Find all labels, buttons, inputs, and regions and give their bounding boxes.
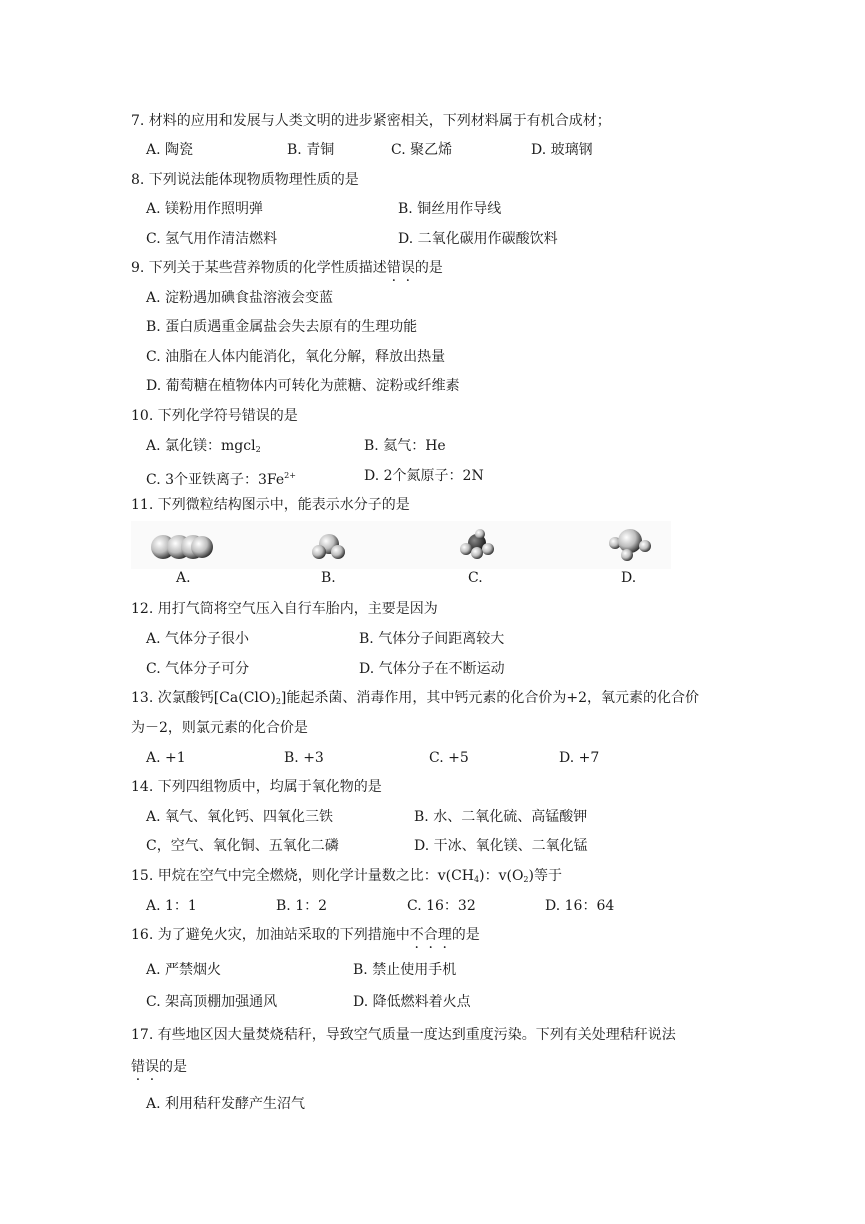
q10-option-a-text: A. 氯化镁：mgcl — [146, 438, 256, 454]
q13-stem-subscript: 2 — [275, 697, 281, 706]
q15-stem-mid: )：v(O — [479, 868, 524, 884]
q14-option-c: C，空气、氧化铜、五氧化二磷 — [146, 838, 339, 854]
q13-stem-pre: 13. 次氯酸钙[Ca(ClO) — [131, 690, 276, 706]
q10-option-c — [146, 467, 296, 489]
q15-option-a: A. 1：1 — [146, 898, 197, 914]
q7-stem: 7. 材料的应用和发展与人类文明的进步紧密相关，下列材料属于有机合成材； — [131, 113, 611, 129]
molecule-b-icon — [312, 534, 345, 559]
q10-option-b: B. 氦气：He — [364, 438, 446, 454]
q9-option-a: A. 淀粉遇加碘食盐溶液会变蓝 — [146, 290, 334, 306]
q15-stem-sub-2: 2 — [523, 875, 529, 884]
q13-option-c: C. +5 — [429, 750, 469, 766]
q10-option-a-subscript: 2 — [255, 445, 261, 454]
q10-option-c-superscript: 2+ — [284, 471, 296, 480]
molecule-d-icon — [609, 529, 651, 561]
q16-option-b: B. 禁止使用手机 — [353, 962, 457, 978]
q16-emphasis-char-1: 不 — [409, 927, 424, 943]
q9-emphasis-char-2: 误 — [400, 260, 415, 276]
q11-stem: 11. 下列微粒结构图示中，能表示水分子的是 — [131, 497, 410, 513]
q8-option-d: D. 二氧化碳用作碳酸饮料 — [398, 231, 558, 247]
q16-emphasis-char-3: 理 — [437, 927, 452, 943]
q15-option-d: D. 16：64 — [545, 898, 615, 914]
q17-stem-line2 — [131, 1058, 187, 1076]
q13-option-b: B. +3 — [284, 750, 324, 766]
q8-option-b: B. 铜丝用作导线 — [398, 201, 502, 217]
q16-stem — [131, 926, 480, 944]
molecule-diagrams — [131, 521, 671, 569]
q13-stem-post: ]能起杀菌、消毒作用，其中钙元素的化合价为+2，氧元素的化合价 — [280, 690, 700, 706]
q16-stem-pre: 16. 为了避免火灾，加油站采取的下列措施中 — [131, 927, 410, 943]
q17-stem-post: 的是 — [159, 1059, 187, 1075]
q17-option-a: A. 利用秸秆发酵产生沼气 — [146, 1096, 306, 1112]
q9-stem-post: 的是 — [414, 260, 443, 276]
molecule-c-icon — [460, 529, 494, 559]
q15-stem-pre: 15. 甲烷在空气中完全燃烧，则化学计量数之比：v(CH — [131, 868, 475, 884]
q10-stem: 10. 下列化学符号错误的是 — [131, 408, 298, 424]
q11-label-a: A. — [176, 570, 191, 586]
q15-stem-post: )等于 — [528, 868, 562, 884]
q13-stem-line2: 为－2，则氯元素的化合价是 — [131, 720, 308, 736]
q14-option-a: A. 氧气、氧化钙、四氧化三铁 — [146, 809, 334, 825]
q9-option-b: B. 蛋白质遇重金属盐会失去原有的生理功能 — [146, 319, 418, 335]
q7-option-d: D. 玻璃钢 — [531, 142, 593, 158]
q7-option-b: B. 青铜 — [287, 142, 335, 158]
q9-stem-pre: 9. 下列关于某些营养物质的化学性质描述 — [131, 260, 387, 276]
q17-emphasis-char-2: 误 — [145, 1059, 159, 1075]
q10-option-a — [146, 437, 261, 459]
q17-stem-line1: 17. 有些地区因大量焚烧秸秆，导致空气质量一度达到重度污染。下列有关处理秸秆说法 — [131, 1027, 676, 1043]
q8-stem: 8. 下列说法能体现物质物理性质的是 — [131, 172, 359, 188]
q15-stem-sub-1: 4 — [474, 875, 480, 884]
q7-option-c: C. 聚乙烯 — [391, 142, 453, 158]
q14-option-d: D. 干冰、氧化镁、二氧化锰 — [414, 838, 588, 854]
q14-option-b: B. 水、二氧化硫、高锰酸钾 — [414, 809, 588, 825]
q16-emphasis-char-2: 合 — [423, 927, 438, 943]
q12-option-a: A. 气体分子很小 — [146, 631, 250, 647]
q13-option-d: D. +7 — [559, 750, 600, 766]
q12-option-b: B. 气体分子间距离较大 — [359, 631, 505, 647]
q9-stem — [131, 259, 443, 277]
q15-stem — [131, 867, 562, 889]
q11-label-d: D. — [621, 570, 637, 586]
q16-option-c: C. 架高顶棚加强通风 — [146, 994, 278, 1010]
q8-option-a: A. 镁粉用作照明弹 — [146, 201, 264, 217]
molecule-a-icon — [151, 535, 213, 559]
q9-emphasis-char-1: 错 — [386, 260, 401, 276]
q12-option-c: C. 气体分子可分 — [146, 661, 250, 677]
q13-option-a: A. +1 — [146, 750, 186, 766]
q17-emphasis-char-1: 错 — [131, 1059, 145, 1075]
q10-option-d: D. 2个氮原子：2N — [364, 468, 484, 484]
q11-label-c: C. — [468, 570, 483, 586]
q16-option-d: D. 降低燃料着火点 — [353, 994, 471, 1010]
q14-stem: 14. 下列四组物质中，均属于氧化物的是 — [131, 779, 382, 795]
q15-option-b: B. 1：2 — [276, 898, 328, 914]
q11-label-b: B. — [321, 570, 336, 586]
q8-option-c: C. 氢气用作清洁燃料 — [146, 231, 278, 247]
q16-option-a: A. 严禁烟火 — [146, 962, 222, 978]
q12-option-d: D. 气体分子在不断运动 — [359, 661, 505, 677]
q15-option-c: C. 16：32 — [407, 898, 476, 914]
q13-stem-line1 — [131, 689, 699, 711]
q9-option-c: C. 油脂在人体内能消化，氧化分解，释放出热量 — [146, 349, 446, 365]
q16-stem-post: 的是 — [451, 927, 480, 943]
q9-option-d: D. 葡萄糖在植物体内可转化为蔗糖、淀粉或纤维素 — [146, 378, 460, 394]
q7-option-a: A. 陶瓷 — [146, 142, 194, 158]
q12-stem: 12. 用打气筒将空气压入自行车胎内，主要是因为 — [131, 601, 438, 617]
q10-option-c-text: C. 3个亚铁离子：3Fe — [146, 472, 285, 488]
